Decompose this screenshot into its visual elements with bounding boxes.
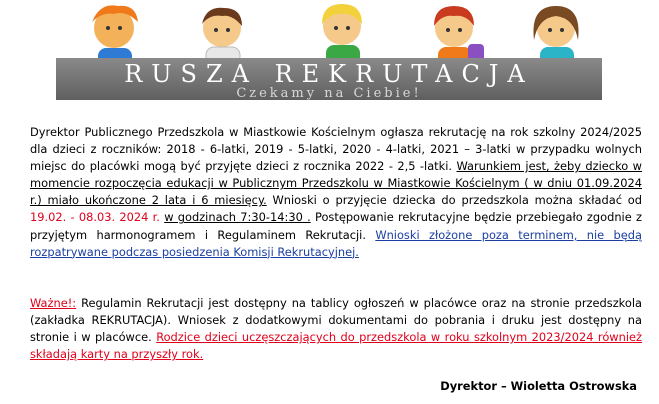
- announcement-paragraph: [30, 124, 642, 261]
- signature: Dyrektor – Wioletta Ostrowska: [440, 379, 637, 393]
- intro-text: Dyrektor Publicznego Przedszkola w Miastkowie Kościelnym ogłasza rekrutację na rok szkolny 2024/2025 dla dzieci z roczników: 2018 - 6-latki, 2019 - 5-latki, 2020 - 4-latki, 2021 – 3-latki w przypadku wolnych miejsc do placówki mogą być przyjęte dzieci z rocznika 2022 - 2,5 -latki.: [30, 125, 642, 174]
- application-text: Wnioski o przyjęcie dziecka do przedszkola można składać od: [266, 193, 642, 208]
- procedure-text: Postępowanie rekrutacyjne będzie przebiegało zgodnie z przyjętym harmonogramem i Regulaminem Rekrutacji.: [30, 210, 642, 242]
- late-applications-warning: Wnioski złożone poza terminem, nie będą rozpatrywane podczas posiedzenia Komisji Rekrutacyjnej.: [30, 227, 642, 259]
- age-condition-text: Warunkiem jest, żeby dziecko w momencie rozpoczęcia edukacji w Publicznym Przedszkolu w Miastkowie Kościelnym ( w dniu 01.09.2024 r.) miało ukończone 2 lata i 6 miesięcy.: [30, 159, 642, 208]
- important-label: Ważne!:: [30, 296, 77, 310]
- returning-children-note: Rodzice dzieci uczęszczających do przedszkola w roku szkolnym 2023/2024 również składają karty na przyszły rok.: [30, 330, 642, 362]
- office-hours: w godzinach 7:30-14:30 .: [164, 210, 311, 225]
- banner-title: RUSZA REKRUTACJA: [124, 60, 534, 88]
- recruitment-banner: [56, 0, 602, 110]
- important-paragraph: [30, 295, 642, 363]
- application-dates: 19.02. - 08.03. 2024 r.: [30, 210, 160, 225]
- regulations-text: Regulamin Rekrutacji jest dostępny na tablicy ogłoszeń w placówce oraz na stronie przedszkola (zakładka REKRUTACJA). Wniosek z dodatkowymi dokumentami do pobrania i druku jest dostępny na stronie i w placówce.: [30, 296, 642, 345]
- banner-subtitle: Czekamy na Ciebie!: [236, 86, 422, 101]
